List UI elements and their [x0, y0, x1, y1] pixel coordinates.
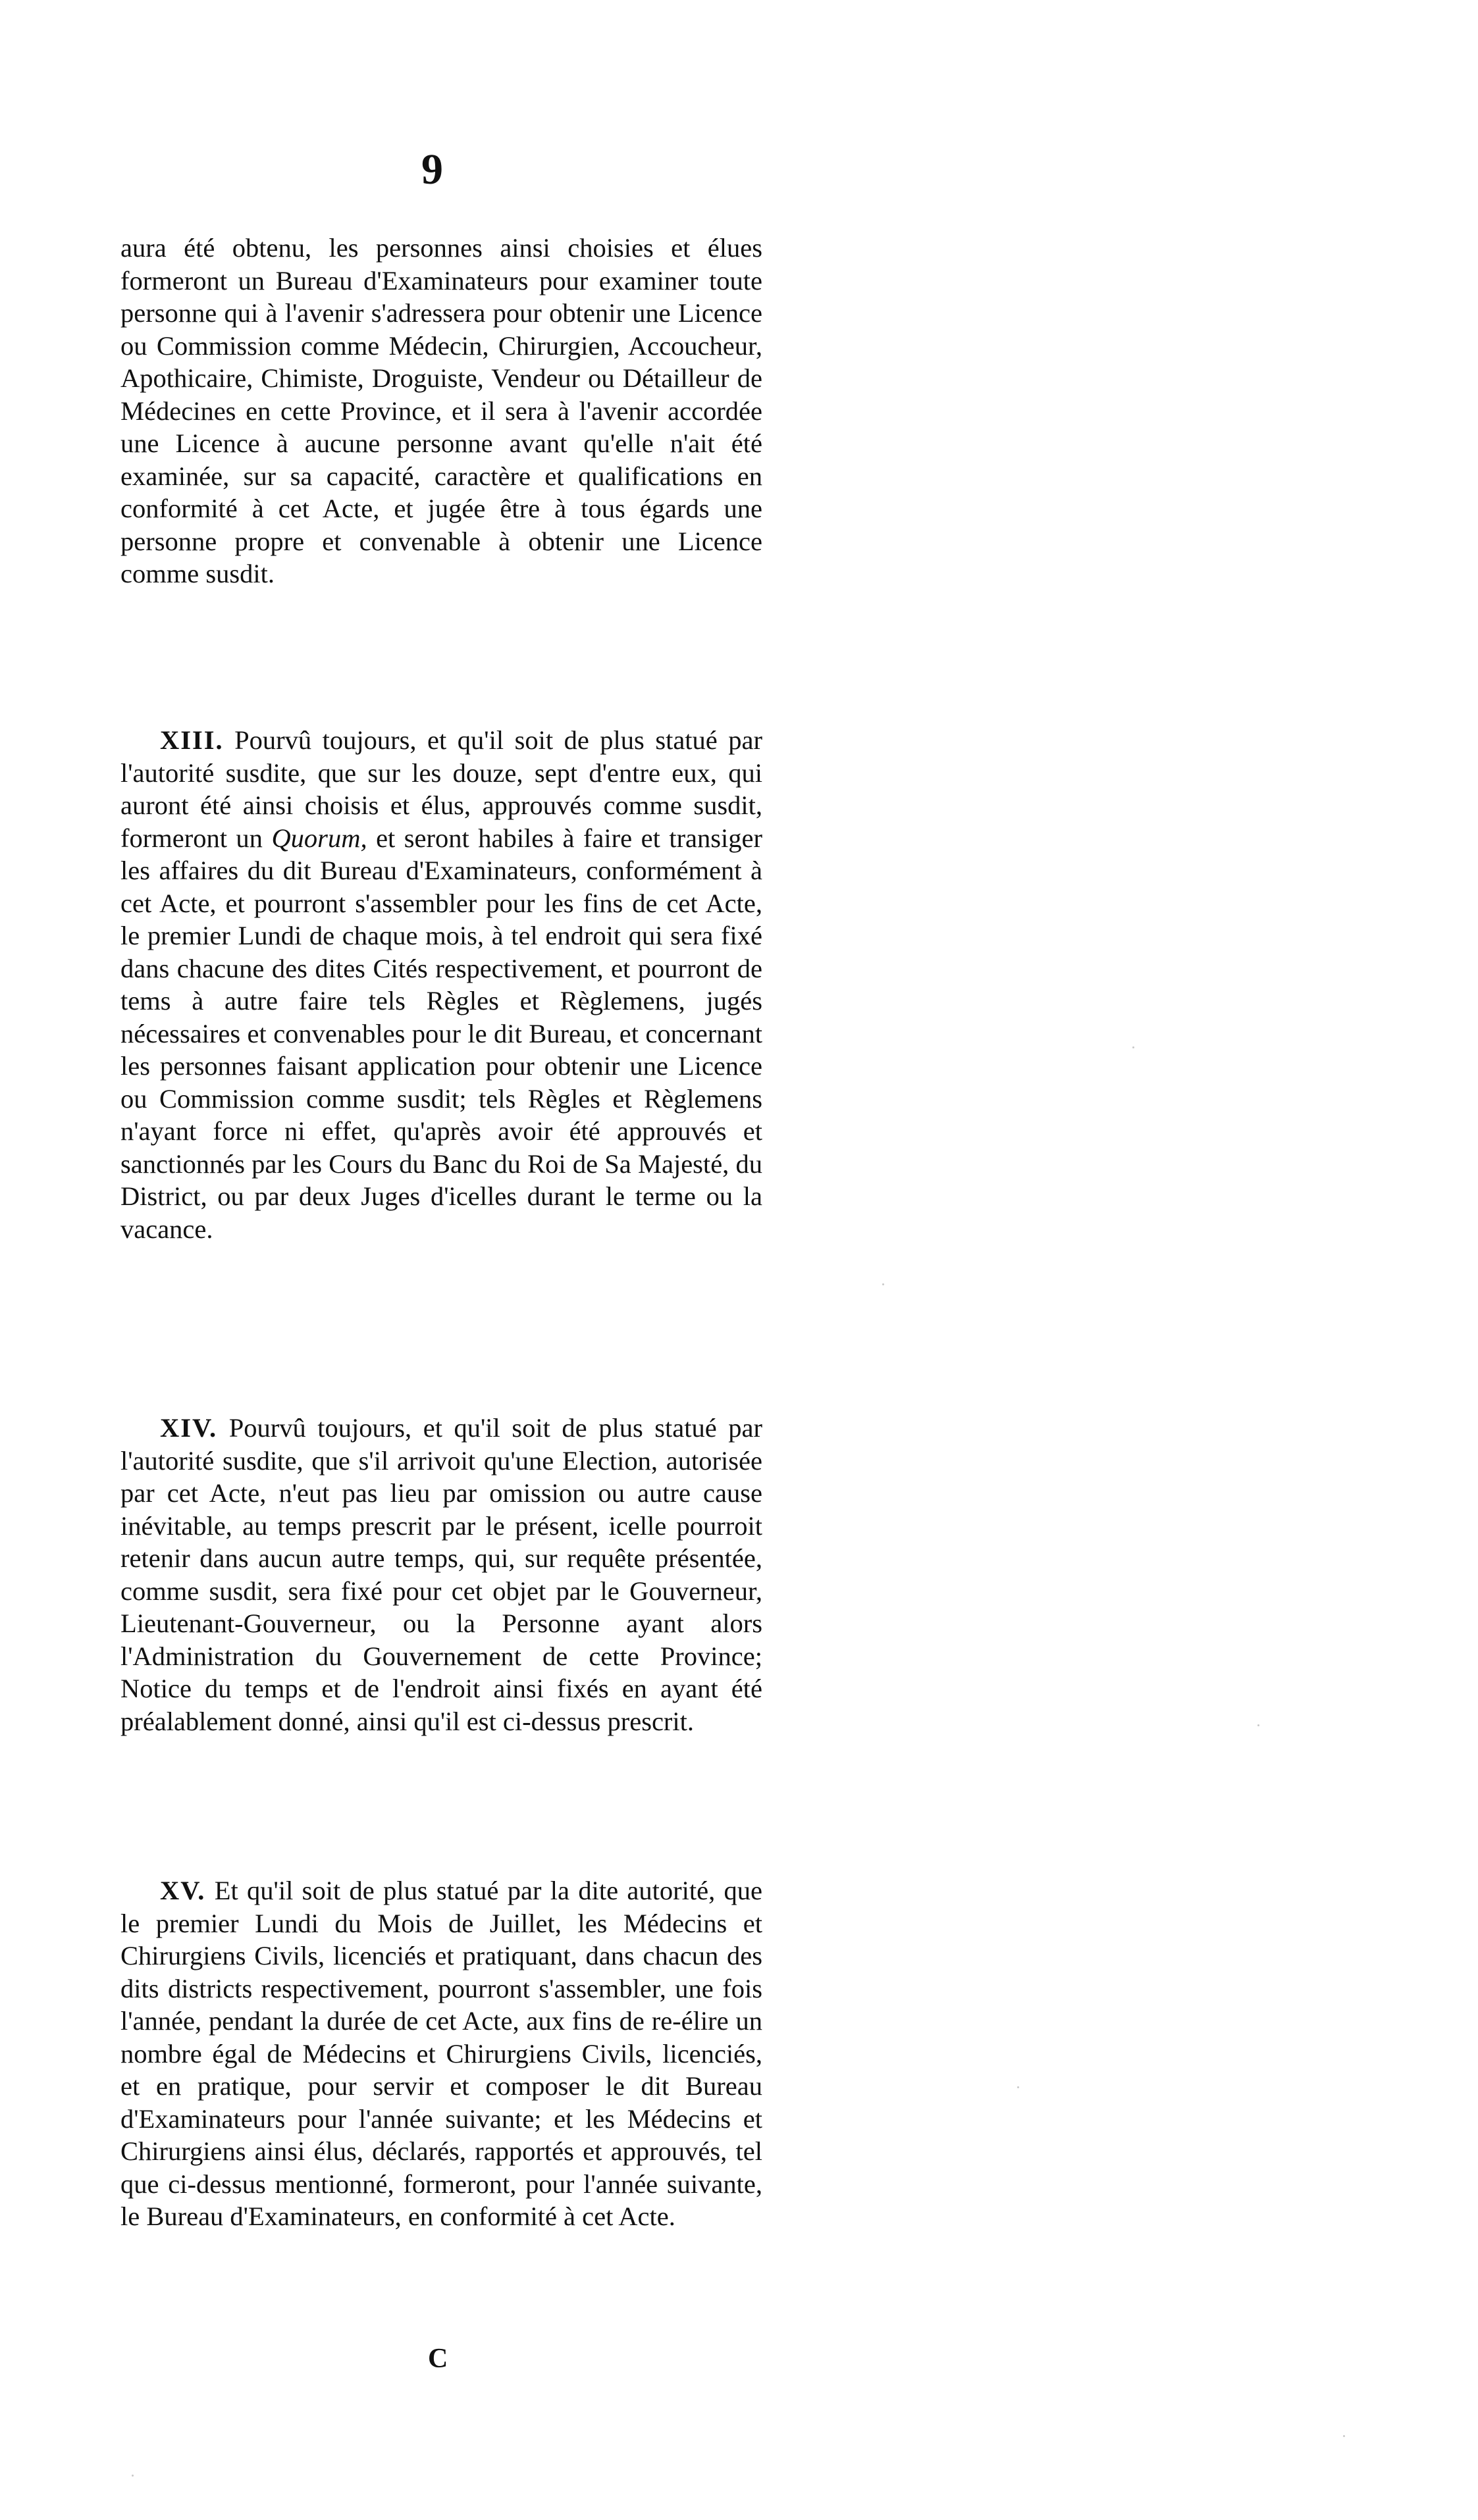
- scan-speckle: [1343, 2435, 1345, 2437]
- scan-speckle: [132, 2475, 134, 2477]
- paragraph-text: Et qu'il soit de plus statué par la dite autorité, que le premier Lundi du Mois de Juillet, les Médecins et Chirurgiens Civils, licenciés et pratiquant, dans chacun des dits districts respectivement, pourront s'assembler, une fois l'année, pendant la durée de cet Acte, aux fins de re-élire un nombre égal de Médecins et Chirurgiens Civils, licenciés, et en pratique, pour servir et composer le dit Bureau d'Examinateurs pour l'année suivante; et les Médecins et Chirurgiens ainsi élus, déclarés, rapportés et approuvés, tel que ci-dessus mentionné, formeront, pour l'année suivante, le Bureau d'Examinateurs, en conformité à cet Acte.: [120, 1876, 762, 2231]
- section-number: XIV.: [160, 1413, 218, 1443]
- section-number: XIII.: [160, 725, 224, 755]
- paragraph-text: Pourvû toujours, et qu'il soit de plus statué par l'autorité susdite, que s'il arrivoit qu'une Election, autorisée par cet Acte, n'eut pas lieu par omission ou autre cause inévitable, au temps prescrit par le présent, icelle pourroit retenir dans aucun autre temps, qui, sur requête présentée, comme susdit, sera fixé pour cet objet par le Gouverneur, Lieutenant-Gouverneur, ou la Personne ayant alors l'Administration du Gouvernement de cette Province; Notice du temps et de l'endroit ainsi fixés en ayant été préalablement donné, ainsi qu'il est ci-dessus prescrit.: [120, 1413, 763, 1736]
- paragraph-text: et seront habiles à faire et transiger les affaires du dit Bureau d'Examinateurs, conformément à cet Acte, et pourront s'assembler pour les fins de cet Acte, le premier Lundi de chaque mois, à tel endroit qui sera fixé dans chacune des dites Cités respectivement, et pourront de tems à autre faire tels Règles et Règlemens, jugés nécessaires et convenables pour le dit Bureau, et concernant les personnes faisant application pour obtenir une Licence ou Commission comme susdit; tels Règles et Règlemens n'ayant force ni effet, qu'après avoir été approuvés et sanctionnés par les Cours du Banc du Roi de Sa Majesté, du District, ou par deux Juges d'icelles durant le terme ou la vacance.: [120, 823, 763, 1244]
- section-number: XV.: [160, 1876, 206, 1905]
- paragraph-text: Pourvû toujours, et qu'il soit de plus statué par l'autorité susdite, que sur les douze, sept d'entre eux, qui auront été ainsi choisis et élus, approuvés comme susdit, formeront un: [120, 725, 762, 853]
- page-number: 9: [421, 145, 443, 193]
- section-xiii: [120, 724, 762, 1245]
- quorum-term: Quorum,: [271, 823, 367, 853]
- section-xv-body: [120, 1874, 762, 2233]
- scan-speckle: [882, 1283, 884, 1285]
- section-xv: [120, 1874, 762, 2233]
- section-xiii-body: [120, 724, 762, 1245]
- scan-speckle: [1132, 1046, 1134, 1048]
- section-xiv: [120, 1412, 762, 1737]
- scan-speckle: [1257, 1724, 1259, 1726]
- paragraph-text: aura été obtenu, les personnes ainsi choisies et élues formeront un Bureau d'Examinateurs pour examiner toute personne qui à l'avenir s'adressera pour obtenir une Licence ou Commission comme Médecin, Chirurgien, Accoucheur, Apothicaire, Chimiste, Droguiste, Vendeur ou Détailleur de Médecines en cette Province, et il sera à l'avenir accordée une Licence à aucune personne avant qu'elle n'ait été examinée, sur sa capacité, caractère et qualifications en conformité à cet Acte, et jugée être à tous égards une personne propre et convenable à obtenir une Licence comme susdit.: [120, 233, 762, 588]
- scan-speckle: [1017, 2086, 1019, 2088]
- section-xiv-body: [120, 1412, 762, 1737]
- signature-mark: C: [428, 2344, 448, 2374]
- paragraph-continuation: [120, 232, 762, 590]
